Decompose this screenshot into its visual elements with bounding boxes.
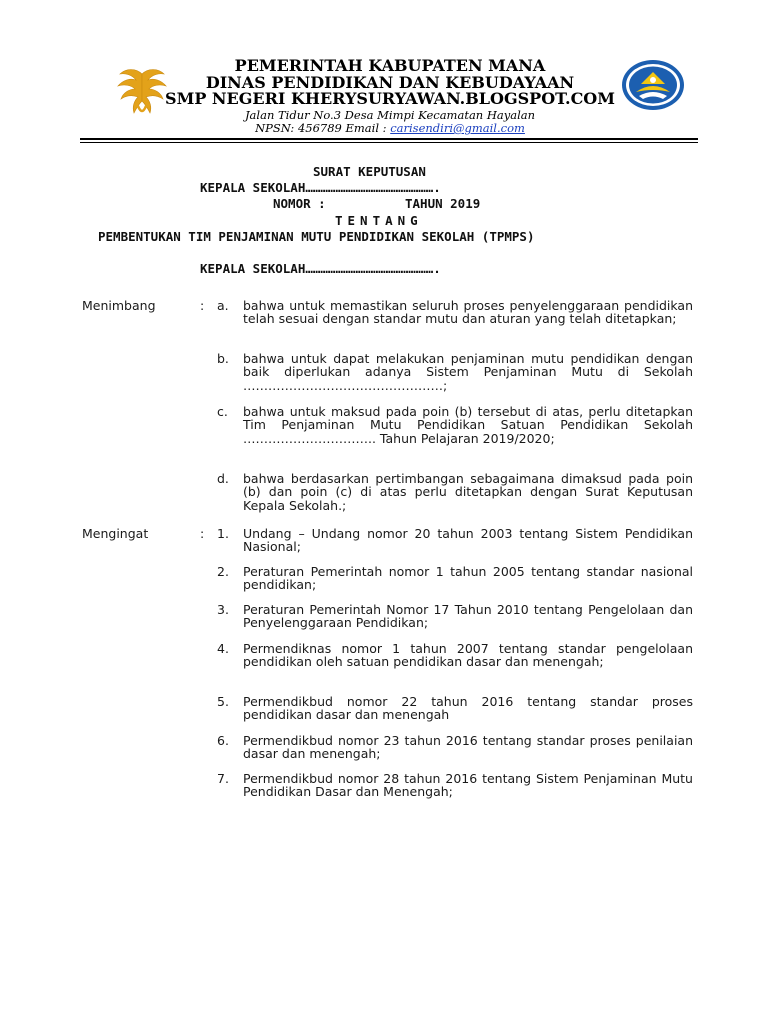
number-label: NOMOR :: [273, 196, 326, 211]
tut-wuri-handayani-logo-icon: [620, 58, 686, 112]
issuer-line-2: KEPALA SEKOLAH…………………………………………….: [200, 261, 441, 276]
letterhead-divider-thin: [80, 142, 698, 143]
mengingat-item-4: Permendiknas nomor 1 tahun 2007 tentang standar pengelolaan pendidikan oleh satuan pendidikan dasar dan menengah;: [243, 641, 693, 670]
mengingat-mark-5: 5.: [217, 694, 229, 709]
menimbang-item-a: bahwa untuk memastikan seluruh proses penyelenggaraan pendidikan telah sesuai dengan standar mutu dan aturan yang telah ditetapkan;: [243, 298, 693, 327]
menimbang-label: Menimbang: [82, 298, 156, 313]
mengingat-mark-6: 6.: [217, 733, 229, 748]
tentang-heading: TENTANG: [335, 213, 423, 228]
npsn-email-label: NPSN: 456789 Email :: [255, 121, 391, 135]
menimbang-mark-c: c.: [217, 404, 228, 419]
letterhead-divider-thick: [80, 138, 698, 140]
menimbang-item-c: bahwa untuk maksud pada poin (b) tersebut di atas, perlu ditetapkan Tim Penjaminan Mutu Pendidikan Satuan Pendidikan Sekolah ………………………….. Tahun Pelajaran 2019/2020;: [243, 404, 693, 446]
mengingat-item-3: Peraturan Pemerintah Nomor 17 Tahun 2010 tentang Pengelolaan dan Penyelenggaraan Pendidikan;: [243, 602, 693, 631]
menimbang-mark-a: a.: [217, 298, 229, 313]
letterhead-npsn-email: [170, 121, 610, 135]
mengingat-item-5: Permendikbud nomor 22 tahun 2016 tentang standar proses pendidikan dasar dan menengah: [243, 694, 693, 723]
mengingat-mark-4: 4.: [217, 641, 229, 656]
mengingat-mark-2: 2.: [217, 564, 229, 579]
decree-title: SURAT KEPUTUSAN: [313, 164, 426, 179]
menimbang-mark-b: b.: [217, 351, 229, 366]
menimbang-colon: :: [200, 298, 205, 313]
menimbang-item-d: bahwa berdasarkan pertimbangan sebagaimana dimaksud pada poin (b) dan poin (c) di atas perlu ditetapkan dengan Surat Keputusan Kepala Sekolah.;: [243, 471, 693, 513]
mengingat-label: Mengingat: [82, 526, 149, 541]
mengingat-mark-3: 3.: [217, 602, 229, 617]
mengingat-colon: :: [200, 526, 205, 541]
menimbang-mark-d: d.: [217, 471, 229, 486]
letterhead-line-2: DINAS PENDIDIKAN DAN KEBUDAYAAN: [205, 73, 575, 92]
issuer-line: KEPALA SEKOLAH…………………………………………….: [200, 180, 441, 195]
letterhead-address: Jalan Tidur No.3 Desa Mimpi Kecamatan Hayalan: [244, 108, 536, 122]
mengingat-mark-1: 1.: [217, 526, 229, 541]
mengingat-mark-7: 7.: [217, 771, 229, 786]
letterhead-line-3: SMP NEGERI KHERYSURYAWAN.BLOGSPOT.COM: [165, 89, 615, 108]
year-label: TAHUN 2019: [405, 196, 481, 211]
letterhead-line-1: PEMERINTAH KABUPATEN MANA: [234, 56, 546, 75]
mengingat-item-2: Peraturan Pemerintah nomor 1 tahun 2005 tentang standar nasional pendidikan;: [243, 564, 693, 593]
mengingat-item-1: Undang – Undang nomor 20 tahun 2003 tentang Sistem Pendidikan Nasional;: [243, 526, 693, 555]
decree-subject: PEMBENTUKAN TIM PENJAMINAN MUTU PENDIDIKAN SEKOLAH (TPMPS): [98, 229, 535, 244]
email-link[interactable]: carisendiri@gmail.com: [390, 121, 525, 135]
mengingat-item-6: Permendikbud nomor 23 tahun 2016 tentang standar proses penilaian dasar dan menengah;: [243, 733, 693, 762]
mengingat-item-7: Permendikbud nomor 28 tahun 2016 tentang Sistem Penjaminan Mutu Pendidikan Dasar dan Menengah;: [243, 771, 693, 800]
menimbang-item-b: bahwa untuk dapat melakukan penjaminan mutu pendidikan dengan baik diperlukan adanya Sistem Penjaminan Mutu di Sekolah …………………………………………;: [243, 351, 693, 393]
